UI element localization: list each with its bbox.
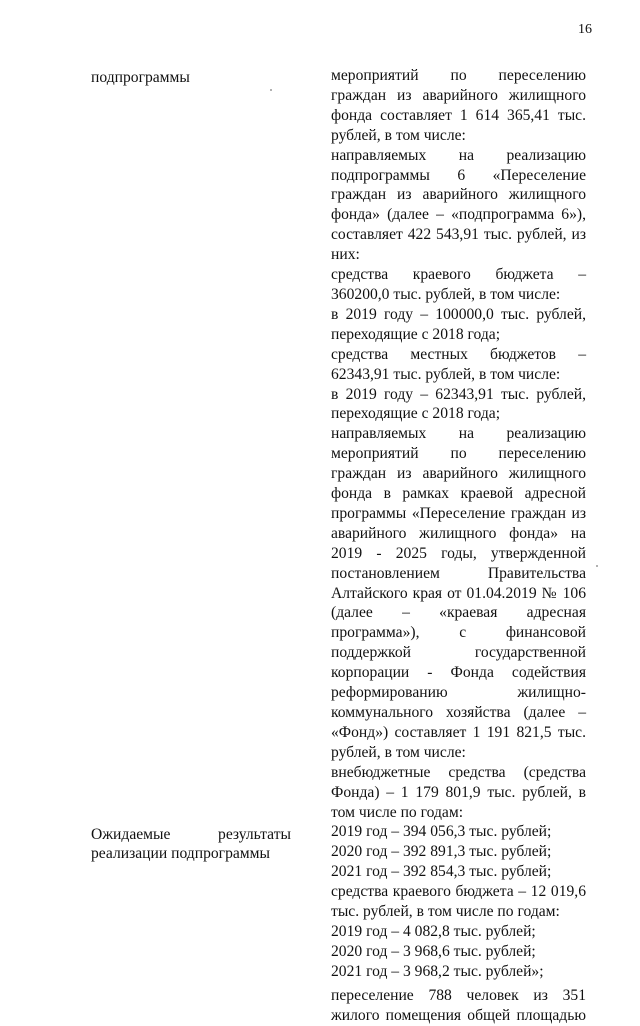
paragraph-subprogram-6: направляемых на реализацию подпрограммы 6 «Переселение граждан из аварийного жилищного фонда» (далее – «подпрограмма 6»), составляет 422 543,91 тыс. рублей, из них: xyxy=(331,146,586,264)
paragraph-local-budgets: средства местных бюджетов – 62343,91 тыс. рублей, в том числе: xyxy=(331,345,586,383)
paragraph-regional-budget-2: средства краевого бюджета – 12 019,6 тыс. рублей, в том числе по годам: xyxy=(331,883,586,921)
paragraph-2019-regional: в 2019 году – 100000,0 тыс. рублей, переходящие с 2018 года; xyxy=(331,305,586,343)
paragraph-total-funding: мероприятий по переселению граждан из аварийного жилищного фонда составляет 1 614 365,41 тыс. рублей, в том числе: xyxy=(331,67,586,144)
page-number: 16 xyxy=(578,22,592,37)
paragraph-fund-2021: 2021 год – 392 854,3 тыс. рублей; xyxy=(331,863,552,881)
paragraph-extrabudgetary: внебюджетные средства (средства Фонда) – 1 179 801,9 тыс. рублей, в том числе по годам: xyxy=(331,763,586,821)
scan-speck xyxy=(270,89,272,91)
paragraph-fund-2019: 2019 год – 394 056,3 тыс. рублей; xyxy=(331,823,552,841)
paragraph-regional-program: направляемых на реализацию мероприятий по переселению граждан из аварийного жилищного фонда в рамках краевой адресной программы «Переселение граждан из аварийного жилищного фонда» на 2019 - 2025 годы, утвержденной постановлением Правительства Алтайского края от 01.04.2019 № 106 (далее – «краевая адресная программа»), с финансовой поддержкой государственной корпорации - Фонда содействия реформированию жилищно-коммунального хозяйства (далее – «Фонд») составляет 1 191 821,5 тыс. рублей, в том числе: xyxy=(331,425,586,761)
scan-speck xyxy=(596,565,598,567)
paragraph-2019-local: в 2019 году – 62343,91 тыс. рублей, переходящие с 2018 года; xyxy=(331,385,586,423)
paragraph-resettlement: переселение 788 человек из 351 жилого помещения общей площадью xyxy=(331,986,586,1024)
paragraph-regional-2021: 2021 год – 3 968,2 тыс. рублей»; xyxy=(331,962,544,980)
paragraph-regional-2019: 2019 год – 4 082,8 тыс. рублей; xyxy=(331,922,536,940)
left-label-expected-results: Ожидаемые результаты реализации подпрограммы xyxy=(91,826,291,863)
paragraph-fund-2020: 2020 год – 392 891,3 тыс. рублей; xyxy=(331,843,552,861)
right-column-text xyxy=(331,66,586,1026)
left-label-subprogram: подпрограммы xyxy=(91,69,190,86)
paragraph-regional-2020: 2020 год – 3 968,6 тыс. рублей; xyxy=(331,942,536,960)
paragraph-regional-budget: средства краевого бюджета – 360200,0 тыс. рублей, в том числе: xyxy=(331,266,586,303)
